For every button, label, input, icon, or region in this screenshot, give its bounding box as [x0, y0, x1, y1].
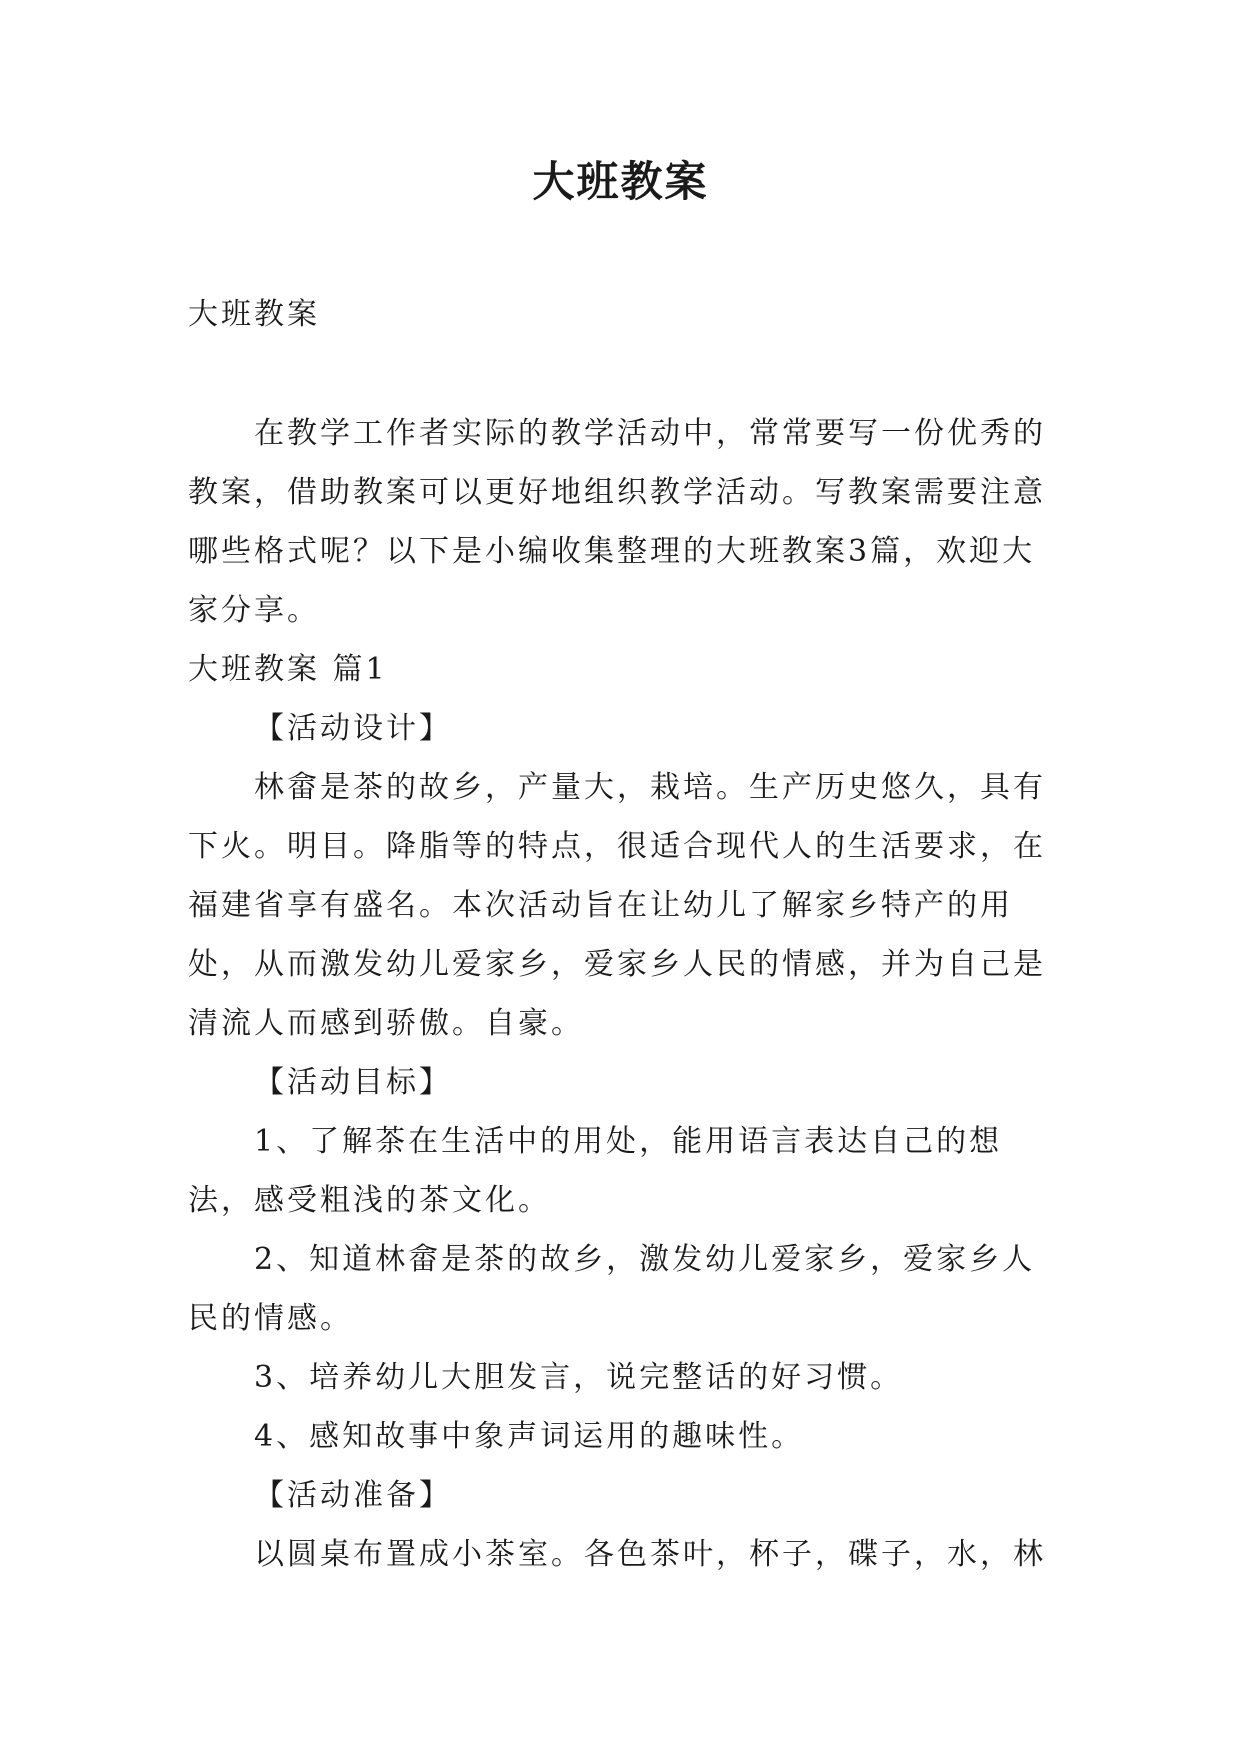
goal-item-1: 1、了解茶在生活中的用处，能用语言表达自己的想法，感受粗浅的茶文化。	[188, 1124, 1003, 1218]
goal-item-3: 3、培养幼儿大胆发言，说完整话的好习惯。	[254, 1360, 904, 1395]
goal-item-4: 4、感知故事中象声词运用的趣味性。	[254, 1419, 805, 1454]
goals-heading: 【活动目标】	[254, 1065, 452, 1100]
section-heading: 大班教案 篇1	[188, 652, 388, 687]
design-paragraph: 林畲是茶的故乡，产量大，栽培。生产历史悠久，具有下火。明目。降脂等的特点，很适合现代人的生活要求，在福建省享有盛名。本次活动旨在让幼儿了解家乡特产的用处，从而激发幼儿爱家乡，爱家乡人民的情感，并为自己是清流人而感到骄傲。自豪。	[188, 770, 1046, 1041]
prep-heading: 【活动准备】	[254, 1478, 452, 1513]
design-heading: 【活动设计】	[254, 711, 452, 746]
prep-paragraph: 以圆桌布置成小茶室。各色茶叶，杯子，碟子，水，林	[254, 1537, 1046, 1572]
document-subtitle: 大班教案	[188, 297, 320, 332]
goal-item-2: 2、知道林畲是茶的故乡，激发幼儿爱家乡，爱家乡人民的情感。	[188, 1242, 1036, 1336]
document-body	[188, 285, 1046, 1584]
document-title: 大班教案	[532, 157, 709, 206]
intro-paragraph: 在教学工作者实际的教学活动中，常常要写一份优秀的教案，借助教案可以更好地组织教学活动。写教案需要注意哪些格式呢？以下是小编收集整理的大班教案3篇，欢迎大家分享。	[188, 416, 1046, 628]
